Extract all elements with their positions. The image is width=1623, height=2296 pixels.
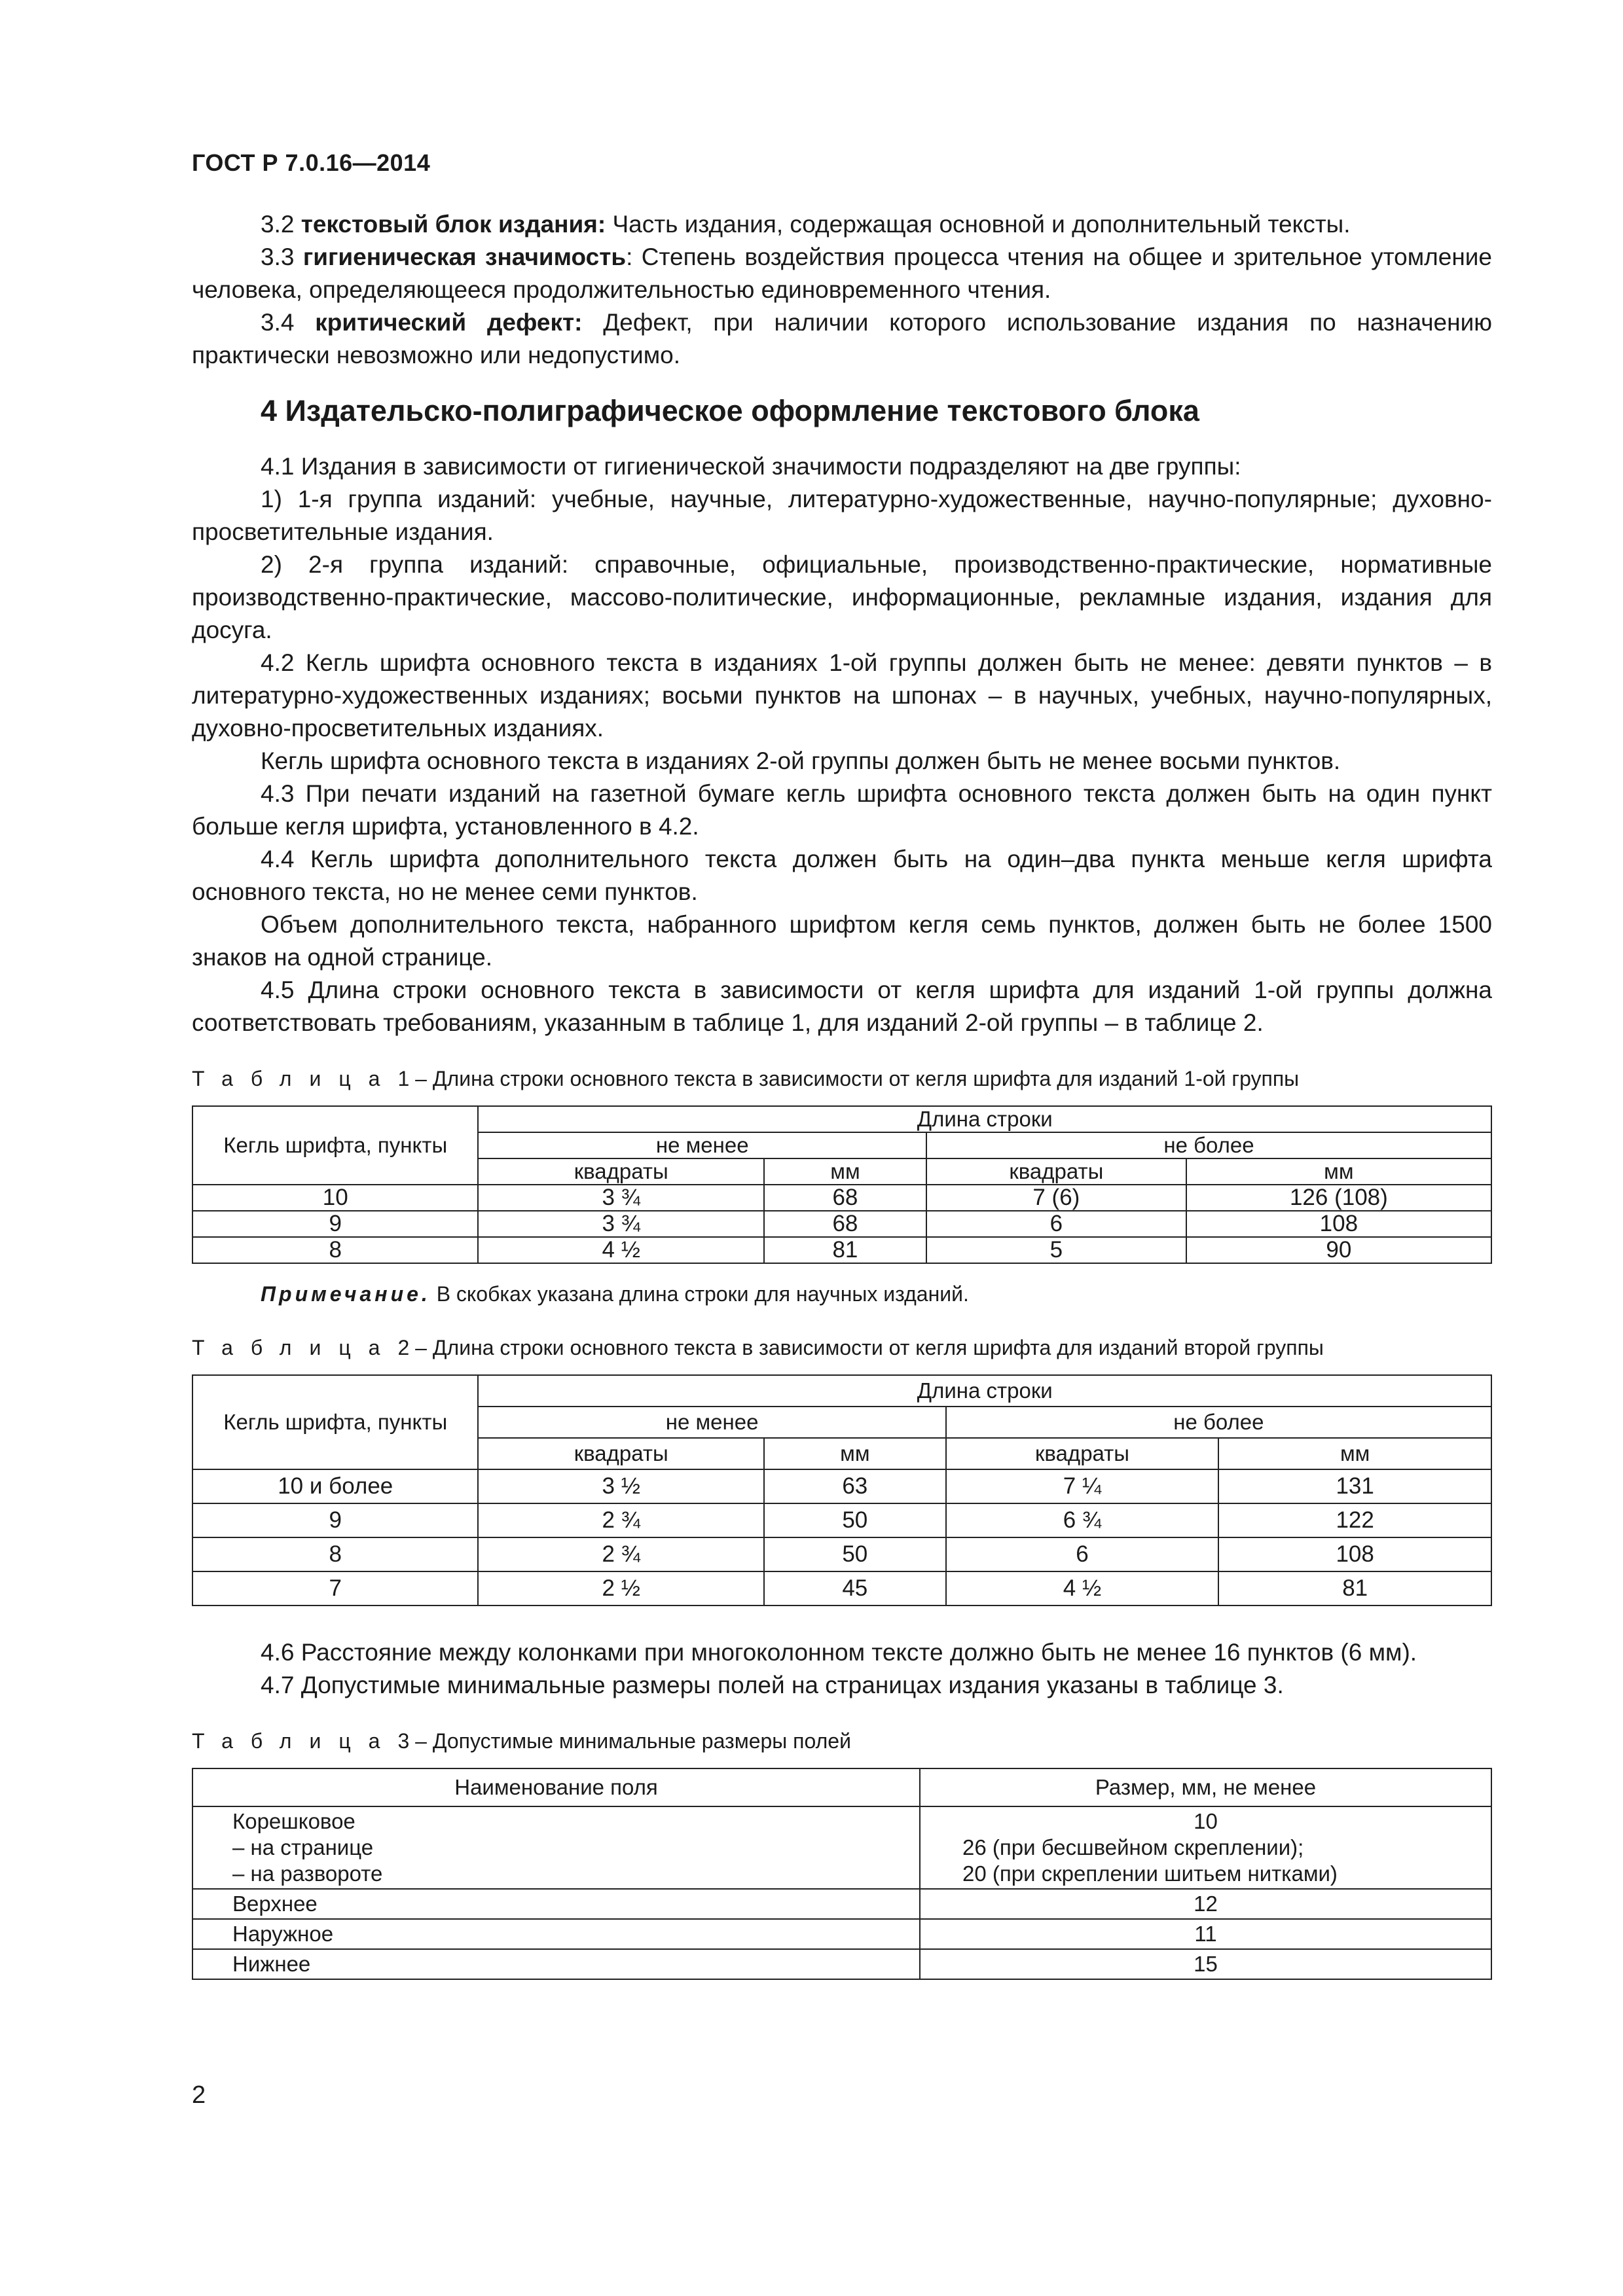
table-cell: 2 ¾ — [478, 1537, 763, 1571]
page-number: 2 — [192, 2081, 206, 2109]
table-caption-word: Таблица — [192, 1729, 398, 1753]
table-caption-text: 2 – Длина строки основного текста в зависимости от кегля шрифта для изданий второй группы — [397, 1336, 1324, 1359]
table-row — [192, 1237, 1491, 1263]
column-header-quadrats: квадраты — [926, 1158, 1186, 1185]
table-row — [192, 1571, 1491, 1605]
table-cell — [192, 1806, 920, 1889]
table-3 — [192, 1768, 1492, 1980]
column-header-quadrats: квадраты — [478, 1158, 763, 1185]
definition-text: : Степень воздействия процесса чтения на общее и зрительное утомление человека, определяющееся продолжительностью единовременного чтения. — [192, 243, 1493, 303]
table-row — [192, 1949, 1491, 1979]
field-value-spine: 10 — [1194, 1809, 1218, 1833]
table-cell: 63 — [764, 1469, 946, 1503]
column-header-line-length: Длина строки — [478, 1106, 1491, 1132]
table-cell: 3 ½ — [478, 1469, 763, 1503]
table-cell: 81 — [764, 1237, 926, 1263]
column-header-quadrats: квадраты — [478, 1438, 763, 1469]
paragraph-4-5: 4.5 Длина строки основного текста в зависимости от кегля шрифта для изданий 1-ой группы должна соответствовать требованиям, указанным в таблице 1, для изданий 2-ой группы – в таблице 2. — [192, 977, 1492, 1036]
table-cell: 50 — [764, 1537, 946, 1571]
column-header-min: не менее — [478, 1132, 926, 1158]
table-1-caption — [192, 1067, 1492, 1091]
definition-term: гигиеническая значимость — [302, 243, 627, 270]
table-cell: 2 ½ — [478, 1571, 763, 1605]
table-cell: 68 — [764, 1185, 926, 1211]
table-cell: 122 — [1218, 1503, 1491, 1537]
column-header-line-length: Длина строки — [478, 1375, 1491, 1407]
paragraph-4-4: 4.4 Кегль шрифта дополнительного текста должен быть на один–два пункта меньше кегля шрифта основного текста, но не менее семи пунктов. — [192, 846, 1492, 905]
paragraph-4-3: 4.3 При печати изданий на газетной бумаге кегль шрифта основного текста должен быть на один пункт больше кегля шрифта, установленного в 4.2. — [192, 780, 1492, 840]
table-row — [192, 1889, 1491, 1919]
column-header-mm: мм — [1218, 1438, 1491, 1469]
table-3-caption — [192, 1729, 1492, 1753]
table-row — [192, 1469, 1491, 1503]
table-cell: 4 ½ — [478, 1237, 763, 1263]
definition-term: текстовый блок издания: — [301, 211, 606, 238]
column-header-mm: мм — [764, 1438, 946, 1469]
table-cell: 8 — [192, 1237, 478, 1263]
field-name-spine-page: – на странице — [232, 1835, 374, 1859]
section-4-title: 4 Издательско-полиграфическое оформление текстового блока — [261, 394, 1199, 427]
table-cell: 90 — [1186, 1237, 1491, 1263]
page-content — [192, 208, 1492, 1980]
table-2 — [192, 1374, 1492, 1606]
table-cell: 6 ¾ — [946, 1503, 1219, 1537]
table-cell: Верхнее — [192, 1889, 920, 1919]
table-cell: 10 и более — [192, 1469, 478, 1503]
table-cell: 4 ½ — [946, 1571, 1219, 1605]
table-cell: 81 — [1218, 1571, 1491, 1605]
table-cell: 9 — [192, 1503, 478, 1537]
paragraph-4-7: 4.7 Допустимые минимальные размеры полей на страницах издания указаны в таблице 3. — [261, 1672, 1284, 1698]
table-cell: 45 — [764, 1571, 946, 1605]
column-header-mm: мм — [1186, 1158, 1491, 1185]
column-header-size: Размер, мм, не менее — [920, 1768, 1491, 1806]
table-cell: 108 — [1218, 1537, 1491, 1571]
definition-number: 3.3 — [261, 243, 295, 270]
column-header-font-size: Кегль шрифта, пункты — [192, 1106, 478, 1185]
table-cell: 8 — [192, 1537, 478, 1571]
note-text: В скобках указана длина строки для научных изданий. — [430, 1282, 969, 1306]
paragraph-group-1: 1) 1-я группа изданий: учебные, научные, литературно-художественные, научно-популярные; духовно-просветительные издания. — [192, 486, 1492, 545]
table-caption-text: 3 – Допустимые минимальные размеры полей — [397, 1729, 851, 1753]
paragraph-group-2: 2) 2-я группа изданий: справочные, официальные, производственно-практические, нормативные производственно-практические, массово-политические, информационные, рекламные издания, издания для досуга. — [192, 551, 1492, 643]
column-header-max: не более — [926, 1132, 1491, 1158]
definition-3-3 — [192, 241, 1492, 306]
definition-text: Дефект, при наличии которого использование издания по назначению практически невозможно или недопустимо. — [192, 309, 1492, 368]
table-row — [192, 1503, 1491, 1537]
definition-3-4 — [192, 306, 1492, 372]
column-header-mm: мм — [764, 1158, 926, 1185]
table-caption-word: Таблица — [192, 1067, 398, 1090]
table-cell: 3 ¾ — [478, 1185, 763, 1211]
paragraph-4-2-b: Кегль шрифта основного текста в изданиях 2-ой группы должен быть не менее восьми пунктов. — [261, 747, 1341, 774]
table-cell: 6 — [946, 1537, 1219, 1571]
paragraph-4-4-b: Объем дополнительного текста, набранного шрифтом кегля семь пунктов, должен быть не более 1500 знаков на одной странице. — [192, 911, 1492, 971]
column-header-max: не более — [946, 1407, 1491, 1438]
table-row — [192, 1919, 1491, 1949]
standard-code-header: ГОСТ Р 7.0.16—2014 — [192, 149, 431, 176]
field-name-spine: Корешковое — [232, 1809, 356, 1833]
field-value-spine-spread: 20 (при скреплении шитьем нитками) — [962, 1861, 1338, 1886]
field-value-spine-page: 26 (при бесшвейном скреплении); — [962, 1835, 1304, 1859]
definition-3-2 — [192, 208, 1492, 241]
table-2-caption — [192, 1336, 1492, 1360]
definition-term: критический дефект: — [315, 309, 583, 336]
table-cell: 15 — [920, 1949, 1491, 1979]
table-cell: 7 (6) — [926, 1185, 1186, 1211]
definition-number: 3.4 — [261, 309, 295, 336]
table-cell: 2 ¾ — [478, 1503, 763, 1537]
column-header-min: не менее — [478, 1407, 945, 1438]
table-cell: 50 — [764, 1503, 946, 1537]
table-1 — [192, 1105, 1492, 1264]
table-cell: 9 — [192, 1211, 478, 1237]
table-1-note — [261, 1280, 1492, 1308]
table-row — [192, 1185, 1491, 1211]
table-cell: 6 — [926, 1211, 1186, 1237]
table-cell: 7 ¼ — [946, 1469, 1219, 1503]
table-cell: 5 — [926, 1237, 1186, 1263]
paragraph-4-2: 4.2 Кегль шрифта основного текста в изданиях 1-ой группы должен быть не менее: девяти пунктов – в литературно-художественных изданиях; восьми пунктов на шпонах – в научных, учебных, научно-популярных, духовно-просветительных изданиях. — [192, 649, 1492, 742]
table-cell: 3 ¾ — [478, 1211, 763, 1237]
table-cell: 12 — [920, 1889, 1491, 1919]
table-cell: 10 — [192, 1185, 478, 1211]
column-header-field-name: Наименование поля — [192, 1768, 920, 1806]
table-cell: 126 (108) — [1186, 1185, 1491, 1211]
paragraph-4-6: 4.6 Расстояние между колонками при многоколонном тексте должно быть не менее 16 пунктов (6 мм). — [261, 1639, 1417, 1666]
table-caption-word: Таблица — [192, 1336, 398, 1359]
table-cell: 68 — [764, 1211, 926, 1237]
table-cell: 108 — [1186, 1211, 1491, 1237]
field-name-spine-spread: – на развороте — [232, 1861, 383, 1886]
table-caption-text: 1 – Длина строки основного текста в зависимости от кегля шрифта для изданий 1-ой группы — [397, 1067, 1300, 1090]
table-cell — [920, 1806, 1491, 1889]
column-header-quadrats: квадраты — [946, 1438, 1219, 1469]
table-row-spine — [192, 1806, 1491, 1889]
paragraph-4-1: 4.1 Издания в зависимости от гигиенической значимости подразделяют на две группы: — [261, 453, 1241, 480]
table-row — [192, 1537, 1491, 1571]
table-cell: 11 — [920, 1919, 1491, 1949]
definition-number: 3.2 — [261, 211, 295, 238]
table-row — [192, 1211, 1491, 1237]
table-cell: Нижнее — [192, 1949, 920, 1979]
note-label: Примечание. — [261, 1282, 431, 1306]
table-cell: 7 — [192, 1571, 478, 1605]
column-header-font-size: Кегль шрифта, пункты — [192, 1375, 478, 1469]
table-cell: 131 — [1218, 1469, 1491, 1503]
definition-text: Часть издания, содержащая основной и дополнительный тексты. — [606, 211, 1351, 238]
table-cell: Наружное — [192, 1919, 920, 1949]
